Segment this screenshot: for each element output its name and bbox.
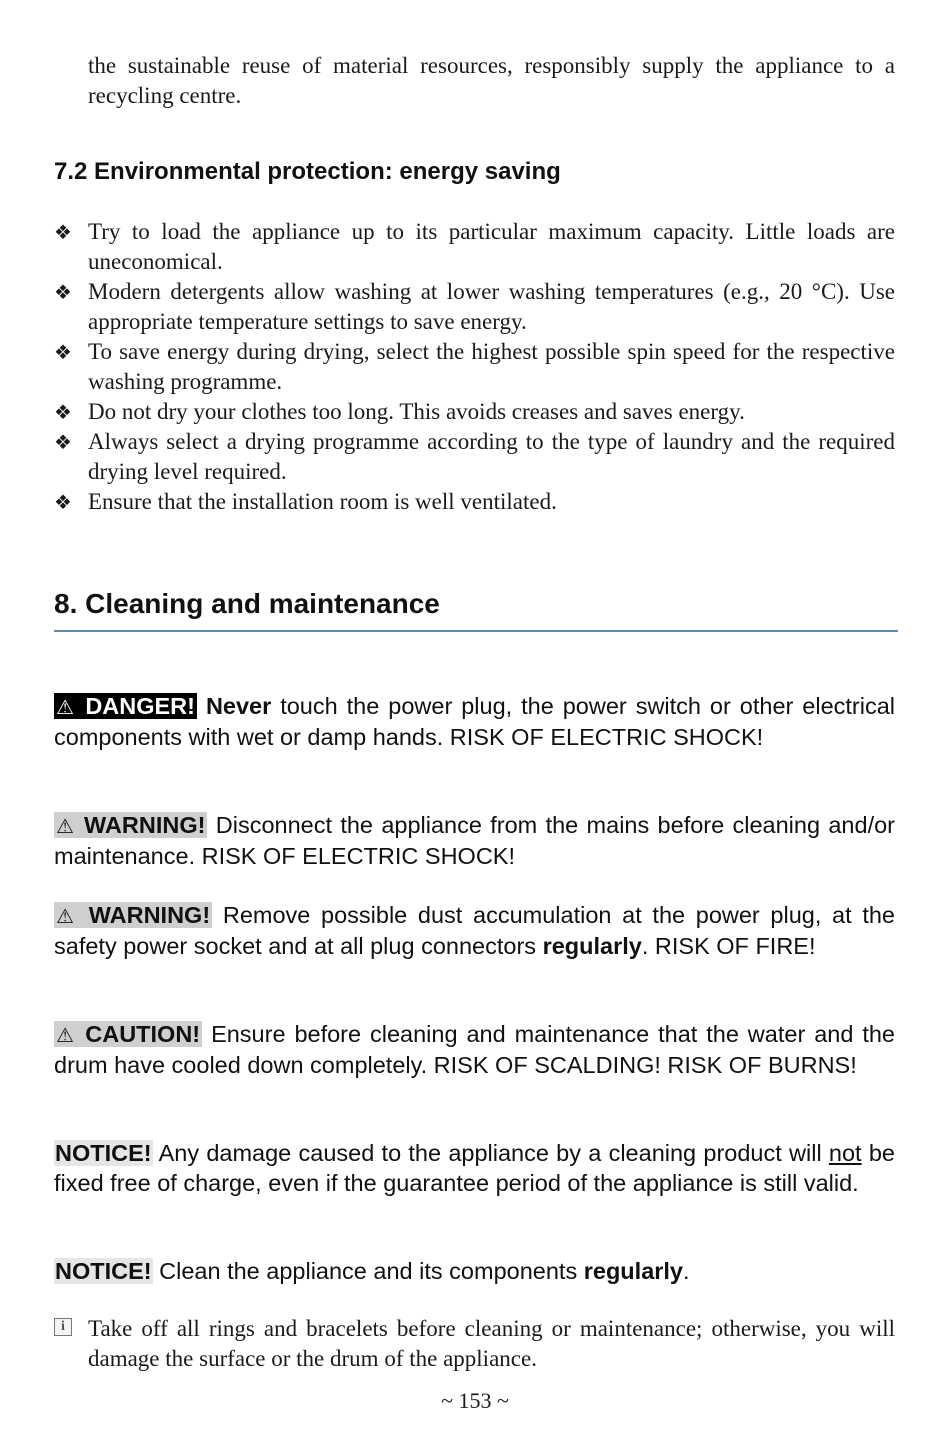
notice-badge: NOTICE!: [55, 1258, 152, 1284]
emphasis-word: regularly: [583, 1258, 684, 1284]
heading-divider: [54, 630, 898, 632]
diamond-bullet-icon: ❖: [54, 430, 72, 454]
warning-label: WARNING!: [88, 902, 211, 928]
list-item: [54, 277, 895, 337]
info-tip: [54, 1314, 895, 1374]
diamond-bullet-icon: ❖: [54, 220, 72, 244]
notice-1: [54, 1138, 895, 1198]
caution-label: CAUTION!: [85, 1021, 201, 1047]
notice-text-end: .: [683, 1258, 690, 1284]
danger-notice: [54, 691, 895, 752]
warning-triangle-icon: ⚠: [56, 695, 77, 719]
warning-triangle-icon: ⚠: [56, 904, 79, 928]
list-item-text: To save energy during drying, select the highest possible spin speed for the respective washing programme.: [88, 339, 895, 394]
diamond-bullet-icon: ❖: [54, 340, 72, 364]
section-8-heading: 8. Cleaning and maintenance: [54, 588, 440, 619]
info-icon: i: [54, 1318, 72, 1336]
diamond-bullet-icon: ❖: [54, 490, 72, 514]
underlined-word: not: [828, 1140, 862, 1166]
warning-badge: [54, 812, 207, 838]
notice-text: Any damage caused to the appliance by a cleaning product will: [152, 1140, 829, 1166]
emphasis-word: regularly: [542, 933, 642, 959]
info-tip-text: Take off all rings and bracelets before cleaning or maintenance; otherwise, you will damage the surface or the drum of the appliance.: [88, 1316, 895, 1371]
diamond-bullet-icon: ❖: [54, 280, 72, 304]
caution-text: Ensure before cleaning and maintenance that the water and the drum have cooled down completely. RISK OF SCALDING! RISK OF BURNS!: [54, 1021, 895, 1078]
list-item-text: Modern detergents allow washing at lower washing temperatures (e.g., 20 °C). Use appropriate temperature settings to save energy.: [88, 279, 895, 334]
warning-text: Disconnect the appliance from the mains before cleaning and/or maintenance. RISK OF ELECTRIC SHOCK!: [54, 812, 895, 869]
danger-text: touch the power plug, the power switch or other electrical components with wet or damp hands. RISK OF ELECTRIC SHOCK!: [54, 693, 896, 750]
notice-badge: NOTICE!: [55, 1140, 152, 1166]
list-item-text: Try to load the appliance up to its particular maximum capacity. Little loads are uneconomical.: [88, 219, 895, 274]
list-item: [54, 397, 895, 427]
caution-notice: [54, 1019, 895, 1080]
list-item-text: Do not dry your clothes too long. This avoids creases and saves energy.: [88, 399, 745, 424]
warning-badge: [54, 902, 212, 928]
list-item-text: Ensure that the installation room is well ventilated.: [88, 489, 557, 514]
warning-triangle-icon: ⚠: [56, 814, 76, 838]
list-item: [54, 487, 895, 517]
danger-bold-lead: Never: [205, 693, 272, 719]
caution-badge: [54, 1021, 202, 1047]
list-item: [54, 217, 895, 277]
warning-notice-1: [54, 810, 895, 871]
warning-text-end: . RISK OF FIRE!: [641, 933, 816, 959]
warning-text: Remove possible dust accumulation at the power plug, at the safety power socket and at all plug connectors: [54, 902, 896, 959]
list-item: [54, 427, 895, 487]
notice-2: [54, 1256, 895, 1286]
list-item: [54, 337, 895, 397]
notice-text: Clean the appliance and its components: [152, 1258, 584, 1284]
warning-notice-2: [54, 900, 895, 961]
page-number: ~ 153 ~: [441, 1388, 509, 1413]
warning-triangle-icon: ⚠: [56, 1023, 77, 1047]
energy-saving-list: [54, 217, 895, 517]
danger-label: DANGER!: [85, 693, 195, 719]
danger-badge: [54, 693, 197, 719]
intro-paragraph: the sustainable reuse of material resources, responsibly supply the appliance to a recycling centre.: [88, 53, 895, 108]
notice-text-end: be fixed free of charge, even if the guarantee period of the appliance is still valid.: [54, 1140, 895, 1196]
warning-label: WARNING!: [84, 812, 206, 838]
list-item-text: Always select a drying programme according to the type of laundry and the required drying level required.: [88, 429, 895, 484]
diamond-bullet-icon: ❖: [54, 400, 72, 424]
section-7-2-heading: 7.2 Environmental protection: energy saving: [54, 158, 561, 185]
